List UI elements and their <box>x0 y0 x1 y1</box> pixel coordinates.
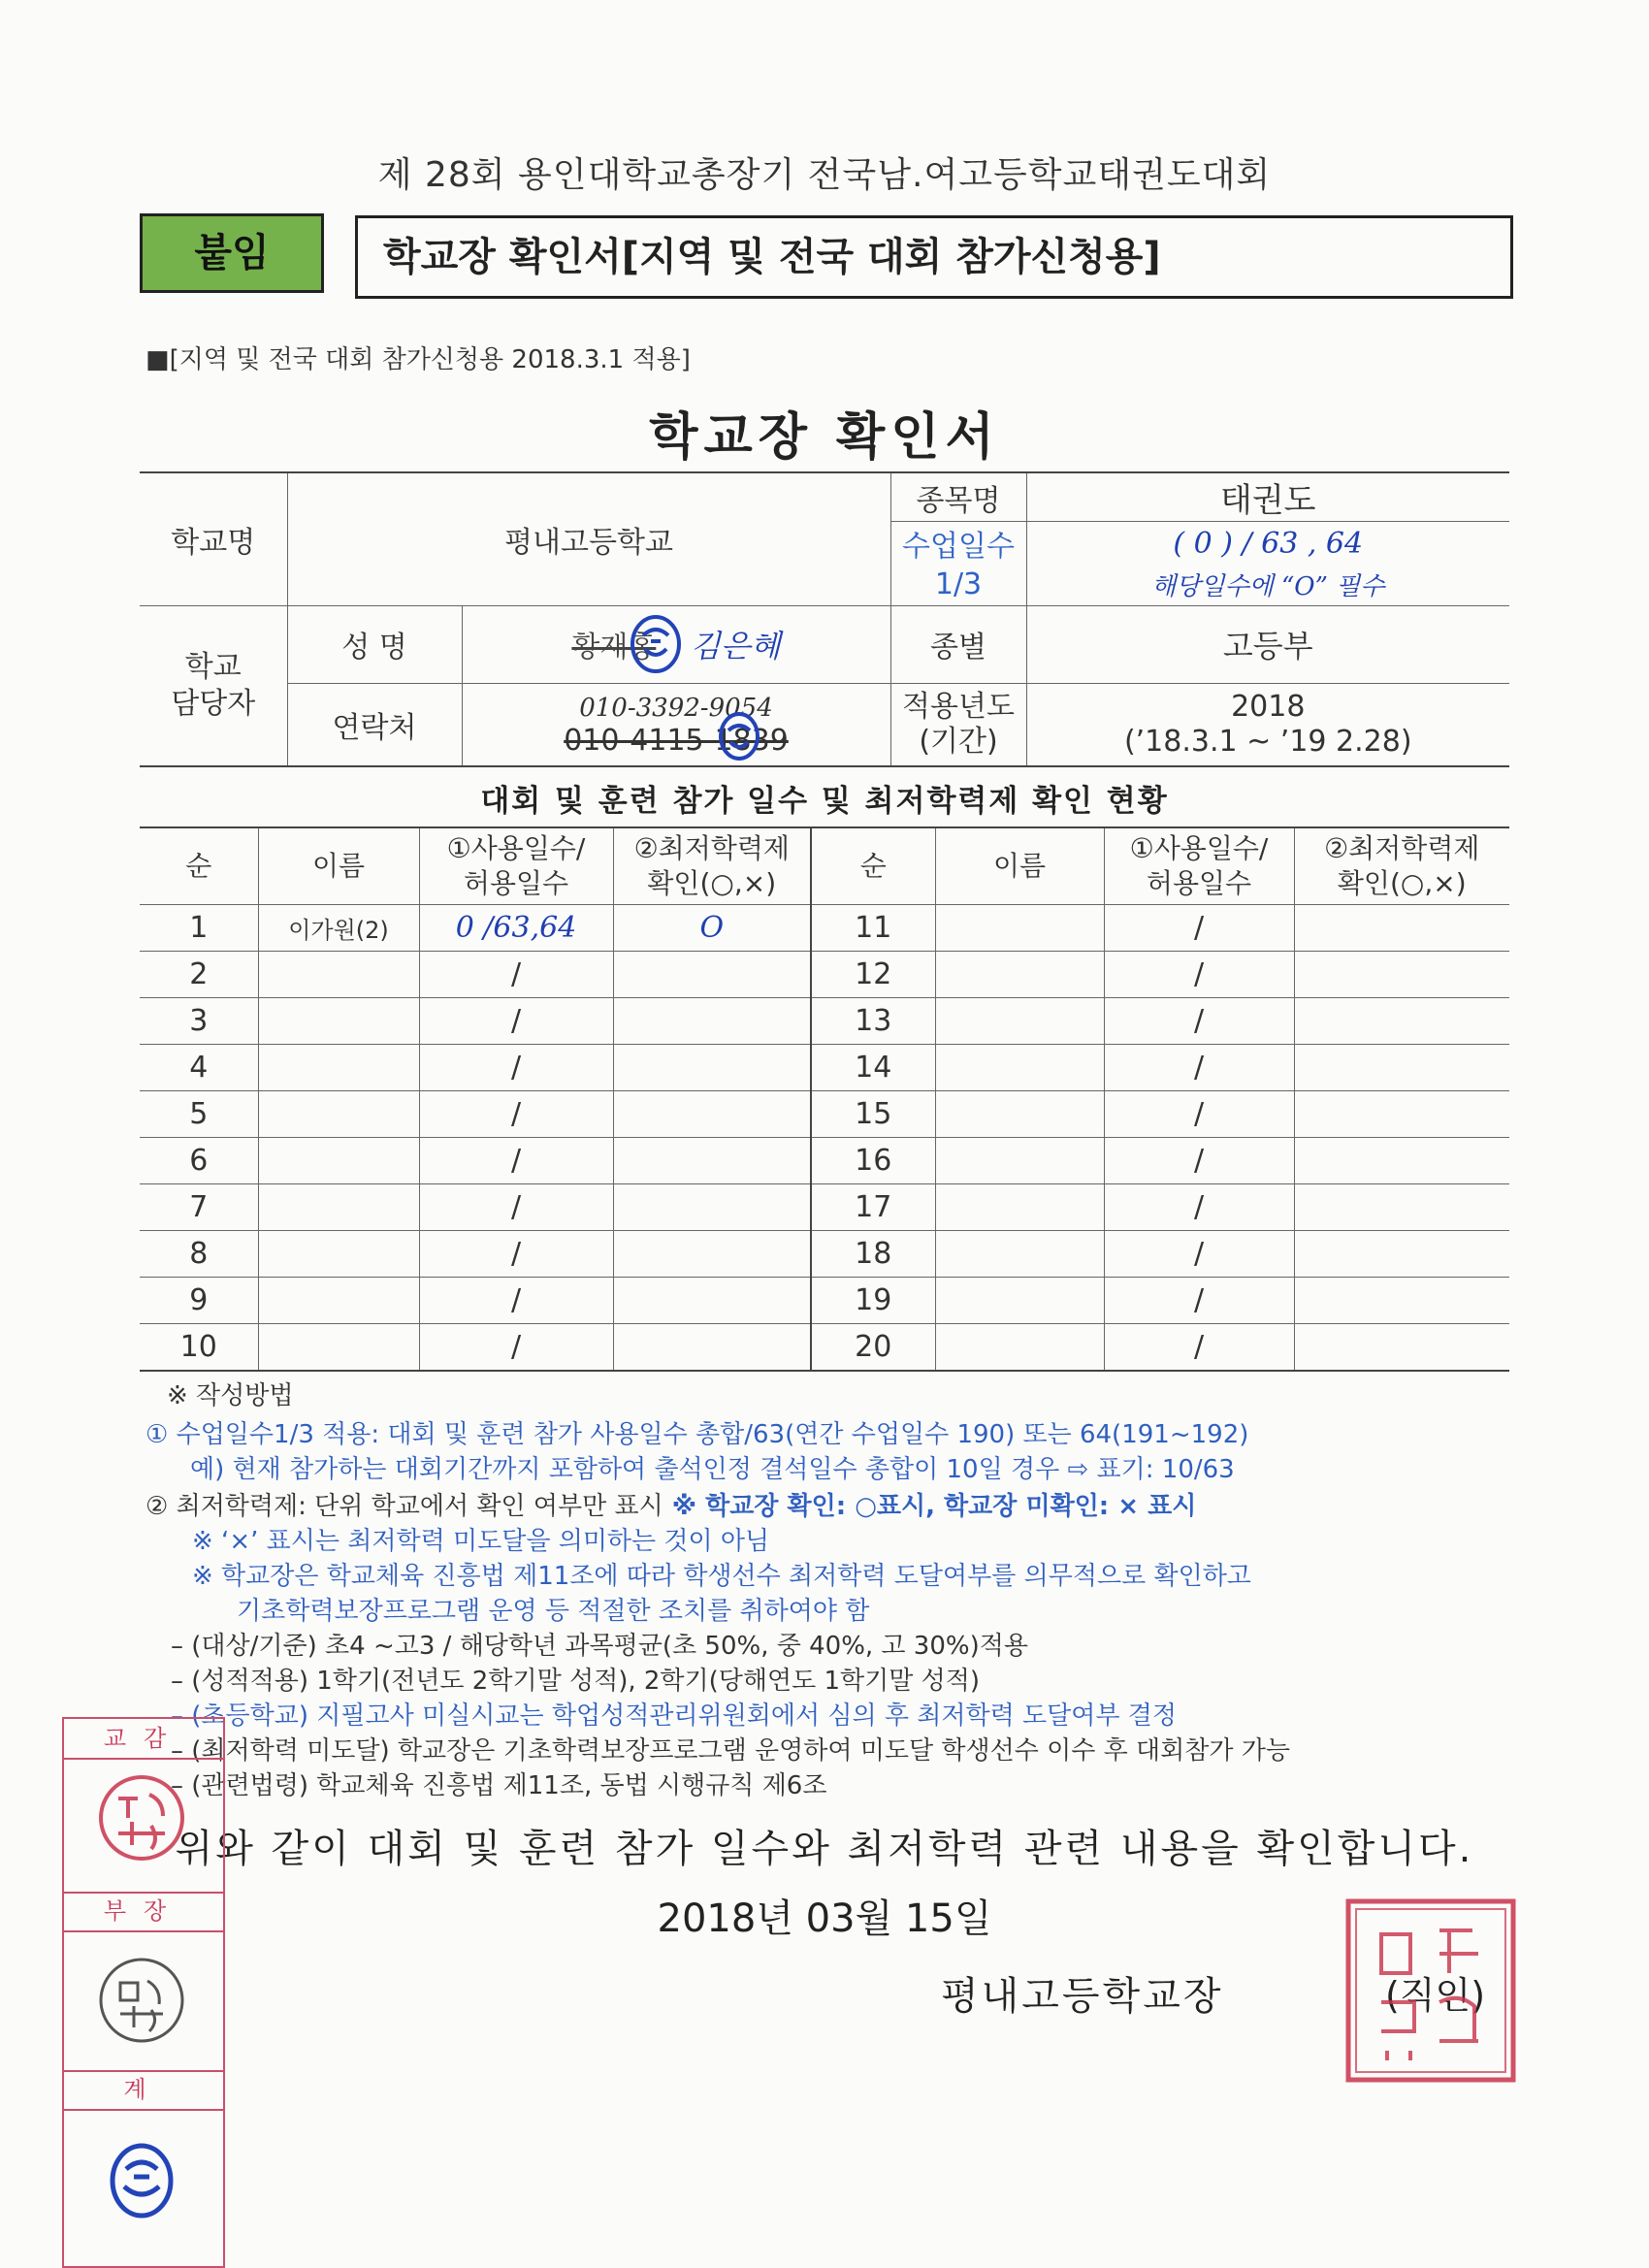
table-row <box>140 1138 1509 1184</box>
row-check <box>613 1278 811 1324</box>
row-days-right: / <box>1104 998 1294 1045</box>
row-check <box>613 1045 811 1091</box>
row-days: / <box>419 1184 613 1231</box>
note-3: ※ ‘×’ 표시는 최저학력 미도달을 의미하는 것이 아님 <box>192 1527 770 1556</box>
row-name-right <box>935 1091 1104 1138</box>
participation-table <box>140 826 1509 1372</box>
division-value: 고등부 <box>1026 605 1509 683</box>
note-8: – (최저학력 미도달) 학교장은 기초학력보장프로그램 운영하여 미도달 학생선수 이수 후 대회참가 가능 <box>171 1736 1290 1766</box>
note-6: – (성적적용) 1학기(전년도 2학기말 성적), 2학기(당해연도 1학기말 성적) <box>171 1667 981 1696</box>
row-no: 6 <box>140 1138 258 1184</box>
row-days-right: / <box>1104 1184 1294 1231</box>
row-days-right: / <box>1104 905 1294 952</box>
attachment-badge: 붙임 <box>140 213 324 293</box>
table-header-row <box>140 827 1509 905</box>
row-no: 2 <box>140 952 258 998</box>
row-days-right: / <box>1104 1324 1294 1372</box>
vice-principal-seal-icon <box>93 1766 190 1870</box>
row-name-right <box>935 1231 1104 1278</box>
row-days-right: / <box>1104 1091 1294 1138</box>
name-cell <box>462 605 890 683</box>
row-no-right: 13 <box>811 998 935 1045</box>
year-period: (’18.3.1 ~ ’19 2.28) <box>1123 724 1412 759</box>
contact-person-label-2: 담당자 <box>171 686 256 721</box>
row-days-right: / <box>1104 1138 1294 1184</box>
class-days-note: 해당일수에 “O” 필수 <box>1026 565 1509 605</box>
table-row <box>140 1278 1509 1324</box>
row-days-right: / <box>1104 952 1294 998</box>
table-row <box>140 1324 1509 1372</box>
name-handwritten: 김은혜 <box>690 628 781 664</box>
row-check-right <box>1294 952 1509 998</box>
row-name <box>258 1184 419 1231</box>
row-check-right <box>1294 1231 1509 1278</box>
col-min <box>613 827 811 905</box>
row-no: 8 <box>140 1231 258 1278</box>
principal-title: 평내고등학교장 <box>941 1974 1224 2019</box>
row-check-right <box>1294 998 1509 1045</box>
approval-head-vice-principal: 교감 <box>64 1719 223 1760</box>
phone-struck: 010-4115-1839 <box>564 723 789 758</box>
row-no-right: 11 <box>811 905 935 952</box>
rule-note: ■[지역 및 전국 대회 참가신청용 2018.3.1 적용] <box>146 345 691 374</box>
class-days-label: 수업일수 <box>890 522 1026 566</box>
department-head-seal-icon <box>91 1948 192 2053</box>
class-days-value: ( 0 ) / 63 , 64 <box>1026 522 1509 566</box>
row-check <box>613 1231 811 1278</box>
row-days: / <box>419 1324 613 1372</box>
row-check <box>613 1184 811 1231</box>
row-no: 10 <box>140 1324 258 1372</box>
row-days: / <box>419 998 613 1045</box>
row-days-right: / <box>1104 1045 1294 1091</box>
note-1b: 예) 현재 참가하는 대회기간까지 포함하여 출석인정 결석일수 총합이 10일 경우 ⇨ 표기: 10/63 <box>190 1455 1235 1484</box>
approval-head-department: 부장 <box>64 1892 223 1932</box>
row-name <box>258 1045 419 1091</box>
row-days: / <box>419 1045 613 1091</box>
row-check-right <box>1294 905 1509 952</box>
col-name: 이름 <box>258 827 419 905</box>
row-no-right: 18 <box>811 1231 935 1278</box>
row-no-right: 16 <box>811 1138 935 1184</box>
event-value: 태권도 <box>1026 472 1509 522</box>
row-days-right: / <box>1104 1278 1294 1324</box>
phone-label: 연락처 <box>287 683 462 766</box>
note-1a: ① 수업일수1/3 적용: 대회 및 훈련 참가 사용일수 총합/63(연간 수업일수 190) 또는 64(191~192) <box>146 1420 1249 1449</box>
row-name <box>258 1231 419 1278</box>
event-title: 제 28회 용인대학교총장기 전국남.여고등학교태권도대회 <box>377 155 1272 195</box>
row-no: 9 <box>140 1278 258 1324</box>
blue-seal-small-icon <box>717 711 761 761</box>
col-min-line2: 확인(○,×) <box>647 867 777 899</box>
table-row <box>140 952 1509 998</box>
row-check-right <box>1294 1278 1509 1324</box>
official-seal-icon <box>1342 1895 1519 2086</box>
note-2-prefix: ② 최저학력제: 단위 학교에서 확인 여부만 표시 <box>146 1492 663 1521</box>
col-min-right-line1: ②최저학력제 <box>1324 832 1480 864</box>
contact-person-label-1: 학교 <box>184 649 242 684</box>
row-no: 7 <box>140 1184 258 1231</box>
row-name-right <box>935 1138 1104 1184</box>
col-days-right-line1: ①사용일수/ <box>1129 832 1269 864</box>
year-value-cell <box>1026 683 1509 766</box>
row-check-right <box>1294 1324 1509 1372</box>
col-name-right: 이름 <box>935 827 1104 905</box>
approval-head-staff: 계 <box>64 2070 223 2111</box>
school-info-table <box>140 471 1509 767</box>
approval-box <box>62 1717 225 2268</box>
main-title: 학교장 확인서 <box>649 408 1000 467</box>
row-name-right <box>935 952 1104 998</box>
row-check-right <box>1294 1091 1509 1138</box>
row-name <box>258 1091 419 1138</box>
col-days-line1: ①사용일수/ <box>446 832 586 864</box>
seal-label: (직인) <box>1385 1974 1486 2017</box>
row-no-right: 15 <box>811 1091 935 1138</box>
row-days: 0 /63,64 <box>419 905 613 952</box>
table-row <box>140 1184 1509 1231</box>
row-days-right: / <box>1104 1231 1294 1278</box>
section-title: 대회 및 훈련 참가 일수 및 최저학력제 확인 현황 <box>480 784 1169 819</box>
row-name <box>258 998 419 1045</box>
note-4a: ※ 학교장은 학교체육 진흥법 제11조에 따라 학생선수 최저학력 도달여부를 의무적으로 확인하고 <box>192 1562 1251 1591</box>
row-no: 3 <box>140 998 258 1045</box>
table-row <box>140 1091 1509 1138</box>
school-name-value: 평내고등학교 <box>287 472 890 605</box>
row-check-right <box>1294 1138 1509 1184</box>
row-name <box>258 1278 419 1324</box>
row-name-right <box>935 905 1104 952</box>
document-title: 학교장 확인서[지역 및 전국 대회 참가신청용] <box>355 215 1513 299</box>
row-name-right <box>935 1184 1104 1231</box>
name-label: 성 명 <box>287 605 462 683</box>
row-check: O <box>613 905 811 952</box>
note-4b: 기초학력보장프로그램 운영 등 적절한 조치를 취하여야 함 <box>237 1597 870 1626</box>
row-check-right <box>1294 1045 1509 1091</box>
phone-handwritten: 010-3392-9054 <box>579 693 773 723</box>
row-name <box>258 952 419 998</box>
row-check <box>613 1324 811 1372</box>
contact-person-label <box>140 605 287 766</box>
row-days: / <box>419 1091 613 1138</box>
row-check-right <box>1294 1184 1509 1231</box>
row-days: / <box>419 1231 613 1278</box>
row-name-right <box>935 1324 1104 1372</box>
row-name-right <box>935 998 1104 1045</box>
note-5: – (대상/기준) 초4 ~고3 / 해당학년 과목평균(초 50%, 중 40%, 고 30%)적용 <box>171 1632 1028 1661</box>
confirmation-statement: 위와 같이 대회 및 훈련 참가 일수와 최저학력 관련 내용을 확인합니다. <box>175 1827 1474 1871</box>
table-row <box>140 1045 1509 1091</box>
division-label: 종별 <box>890 605 1026 683</box>
note-2-suffix: ※ 학교장 확인: ○표시, 학교장 미확인: × 표시 <box>663 1492 1197 1521</box>
phone-cell <box>462 683 890 766</box>
year-label-1: 적용년도 <box>902 689 1015 724</box>
year-label-2: (기간) <box>919 724 998 759</box>
row-no: 1 <box>140 905 258 952</box>
col-min-right <box>1294 827 1509 905</box>
row-no: 5 <box>140 1091 258 1138</box>
row-no: 4 <box>140 1045 258 1091</box>
col-days-right <box>1104 827 1294 905</box>
staff-seal-icon <box>105 2140 178 2221</box>
name-struck: 황재홍 <box>571 631 657 664</box>
row-check <box>613 1138 811 1184</box>
note-7: – (초등학교) 지필고사 미실시교는 학업성적관리위원회에서 심의 후 최저학력 도달여부 결정 <box>171 1701 1177 1731</box>
event-label: 종목명 <box>890 472 1026 522</box>
col-days <box>419 827 613 905</box>
year-value: 2018 <box>1231 689 1306 724</box>
row-no-right: 17 <box>811 1184 935 1231</box>
row-no-right: 20 <box>811 1324 935 1372</box>
col-no: 순 <box>140 827 258 905</box>
row-check <box>613 998 811 1045</box>
col-min-line1: ②최저학력제 <box>633 832 790 864</box>
row-check <box>613 952 811 998</box>
table-row <box>140 905 1509 952</box>
col-days-right-line2: 허용일수 <box>1146 867 1252 899</box>
note-2 <box>146 1486 1196 1522</box>
document-date: 2018년 03월 15일 <box>657 1896 992 1941</box>
table-row <box>140 1231 1509 1278</box>
row-days: / <box>419 1278 613 1324</box>
col-days-line2: 허용일수 <box>463 867 569 899</box>
row-days: / <box>419 1138 613 1184</box>
row-name-right <box>935 1278 1104 1324</box>
row-name <box>258 1138 419 1184</box>
row-no-right: 19 <box>811 1278 935 1324</box>
row-no-right: 14 <box>811 1045 935 1091</box>
school-name-label: 학교명 <box>140 472 287 605</box>
col-no-right: 순 <box>811 827 935 905</box>
notes-heading: ※ 작성방법 <box>167 1381 294 1410</box>
row-name-right <box>935 1045 1104 1091</box>
row-name <box>258 1324 419 1372</box>
row-days: / <box>419 952 613 998</box>
row-no-right: 12 <box>811 952 935 998</box>
row-check <box>613 1091 811 1138</box>
note-9: – (관련법령) 학교체육 진흥법 제11조, 동법 시행규칙 제6조 <box>171 1771 827 1800</box>
year-label <box>890 683 1026 766</box>
class-days-fraction: 1/3 <box>890 565 1026 605</box>
blue-seal-icon <box>628 614 684 674</box>
table-row <box>140 998 1509 1045</box>
col-min-right-line2: 확인(○,×) <box>1337 867 1467 899</box>
row-name: 이가원(2) <box>258 905 419 952</box>
